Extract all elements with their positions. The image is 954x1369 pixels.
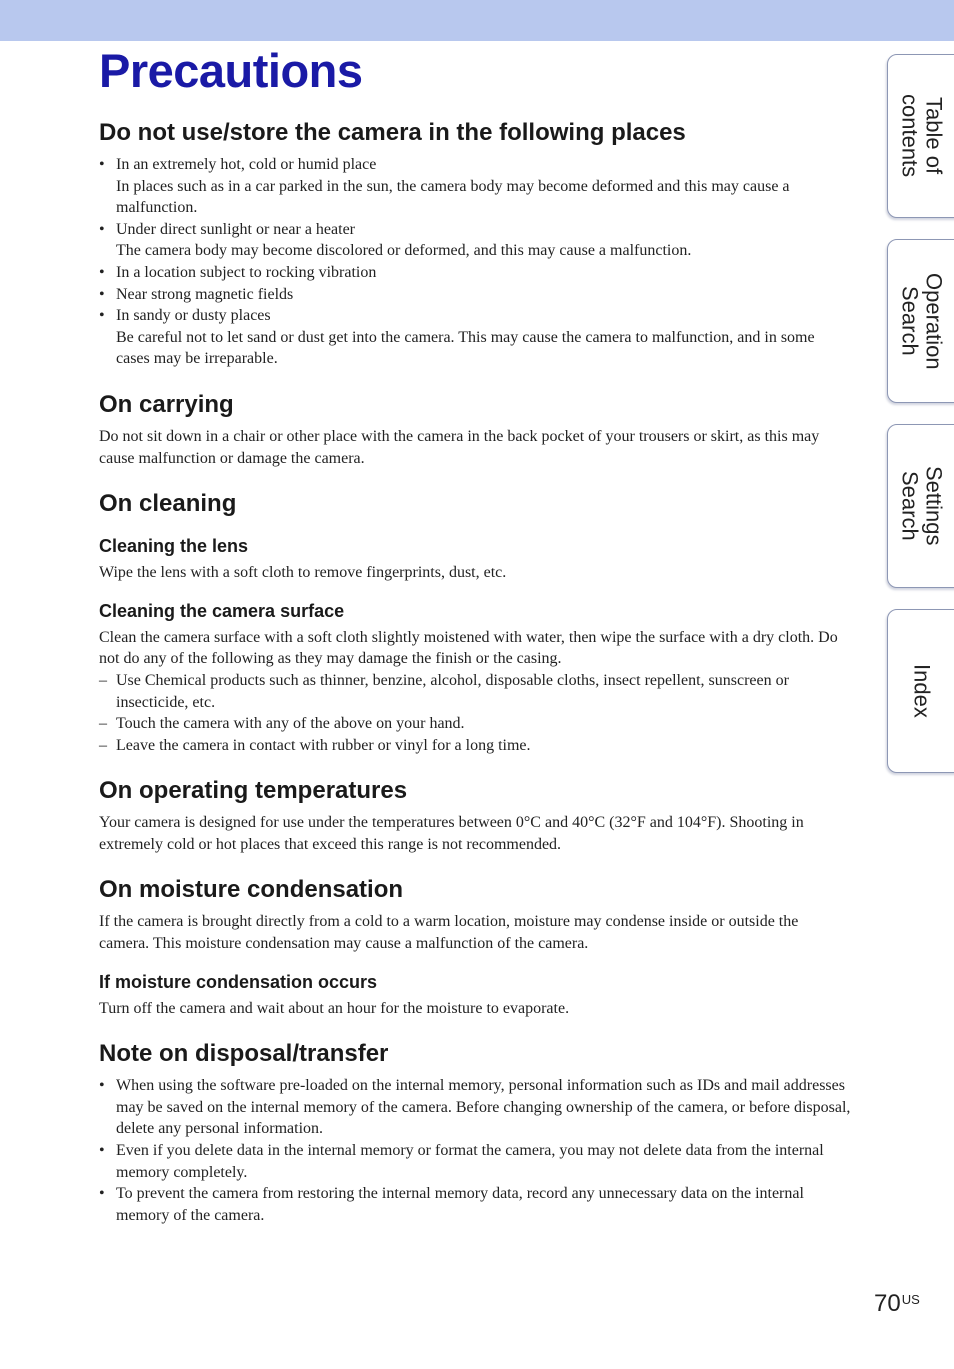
bullet-mark: • bbox=[99, 307, 105, 325]
bullet-mark: • bbox=[99, 263, 105, 281]
dash-mark: – bbox=[99, 736, 107, 754]
list-item bbox=[99, 1183, 851, 1226]
bullet-mark: • bbox=[99, 156, 105, 173]
bullet-mark: • bbox=[99, 220, 105, 238]
list-item-text: Touch the camera with any of the above on your hand. bbox=[116, 715, 465, 733]
bullet-mark: • bbox=[99, 1077, 105, 1095]
section-heading-carrying: On carrying bbox=[99, 390, 234, 418]
list-item-text: Under direct sunlight or near a heater bbox=[116, 220, 356, 238]
page-number bbox=[874, 1290, 920, 1318]
list-item-text: Near strong magnetic fields bbox=[116, 285, 294, 303]
cleaning-surface-list bbox=[99, 670, 851, 756]
list-item bbox=[99, 262, 851, 284]
tab-index[interactable] bbox=[887, 609, 954, 773]
list-item-text: In an extremely hot, cold or humid place bbox=[116, 156, 377, 173]
subheading-moisture-occurs: If moisture condensation occurs bbox=[99, 971, 378, 992]
subheading-cleaning-surface: Cleaning the camera surface bbox=[99, 600, 345, 621]
section-storage bbox=[99, 118, 851, 370]
tab-label: Operation Search bbox=[897, 272, 947, 370]
page-number-suffix: US bbox=[901, 1292, 920, 1307]
cleaning-surface-body: Clean the camera surface with a soft cloth slightly moistened with water, then wipe the surface with a dry cloth. Do not do any of the following as they may damage the finish or the casing. bbox=[99, 628, 838, 668]
list-item bbox=[99, 284, 851, 306]
bullet-mark: • bbox=[99, 1185, 105, 1203]
section-carrying bbox=[99, 390, 851, 469]
section-temperatures bbox=[99, 776, 851, 855]
list-item bbox=[99, 670, 851, 713]
section-heading-temperatures: On operating temperatures bbox=[99, 777, 408, 805]
disposal-list bbox=[99, 1075, 851, 1226]
list-item-detail: Be careful not to let sand or dust get into the camera. This may cause the camera to malfunction, and in some cases may be irreparable. bbox=[116, 328, 815, 368]
list-item bbox=[99, 219, 851, 262]
moisture-occurs-body: Turn off the camera and wait about an hour for the moisture to evaporate. bbox=[99, 999, 570, 1017]
header-band bbox=[0, 0, 954, 41]
bullet-mark: • bbox=[99, 285, 105, 303]
section-disposal bbox=[99, 1039, 851, 1226]
main-content bbox=[99, 118, 851, 1226]
list-item-text: To prevent the camera from restoring the internal memory data, record any unnecessary data on the internal memory of the camera. bbox=[116, 1185, 804, 1224]
page-title: Precautions bbox=[99, 44, 363, 97]
tab-settings-search[interactable] bbox=[887, 424, 954, 588]
bullet-mark: • bbox=[99, 1142, 105, 1160]
tab-label: Table of contents bbox=[897, 94, 947, 178]
carrying-body: Do not sit down in a chair or other place with the camera in the back pocket of your trousers or skirt, as this may cause malfunction or damage the camera. bbox=[99, 427, 820, 467]
subheading-cleaning-lens: Cleaning the lens bbox=[99, 536, 249, 557]
moisture-body: If the camera is brought directly from a cold to a warm location, moisture may condense inside or outside the camera. This moisture condensation may cause a malfunction of the camera. bbox=[99, 913, 799, 953]
storage-list bbox=[99, 154, 851, 370]
tab-label: Index bbox=[909, 664, 935, 718]
list-item bbox=[99, 1140, 851, 1183]
tab-operation-search[interactable] bbox=[887, 239, 954, 403]
list-item-text: Even if you delete data in the internal memory or format the camera, you may not delete data from the internal memory completely. bbox=[116, 1142, 824, 1181]
list-item bbox=[99, 1075, 851, 1140]
temperatures-body: Your camera is designed for use under the temperatures between 0°C and 40°C (32°F and 104°F). Shooting in extremely cold or hot places that exceed this range is not recommended. bbox=[99, 814, 804, 853]
section-heading-moisture: On moisture condensation bbox=[99, 876, 404, 904]
tab-label: Settings Search bbox=[897, 466, 947, 546]
list-item bbox=[99, 735, 851, 757]
list-item bbox=[99, 154, 851, 219]
section-heading-cleaning: On cleaning bbox=[99, 490, 237, 518]
section-moisture bbox=[99, 875, 851, 1019]
page-number-value: 70 bbox=[874, 1290, 901, 1317]
dash-mark: – bbox=[99, 715, 107, 733]
list-item-text: Leave the camera in contact with rubber or vinyl for a long time. bbox=[116, 736, 531, 754]
list-item-detail: In places such as in a car parked in the sun, the camera body may become deformed and this may cause a malfunction. bbox=[116, 177, 790, 217]
cleaning-lens-body: Wipe the lens with a soft cloth to remove fingerprints, dust, etc. bbox=[99, 564, 507, 582]
list-item-text: In a location subject to rocking vibration bbox=[116, 263, 377, 281]
tab-table-of-contents[interactable] bbox=[887, 54, 954, 218]
list-item-text: Use Chemical products such as thinner, benzine, alcohol, disposable cloths, insect repellent, sunscreen or insecticide, etc. bbox=[116, 671, 789, 711]
list-item-text: In sandy or dusty places bbox=[116, 307, 271, 325]
dash-mark: – bbox=[99, 671, 107, 689]
list-item bbox=[99, 305, 851, 370]
list-item-text: When using the software pre-loaded on the internal memory, personal information such as IDs and mail addresses may be saved on the internal memory of the camera. Before changing ownership of the camera, or before disposal, delete any personal information. bbox=[116, 1077, 851, 1138]
section-cleaning bbox=[99, 489, 851, 756]
list-item bbox=[99, 713, 851, 735]
list-item-detail: The camera body may become discolored or deformed, and this may cause a malfunction. bbox=[116, 242, 692, 260]
section-heading-storage: Do not use/store the camera in the following places bbox=[99, 119, 686, 146]
section-heading-disposal: Note on disposal/transfer bbox=[99, 1040, 389, 1068]
